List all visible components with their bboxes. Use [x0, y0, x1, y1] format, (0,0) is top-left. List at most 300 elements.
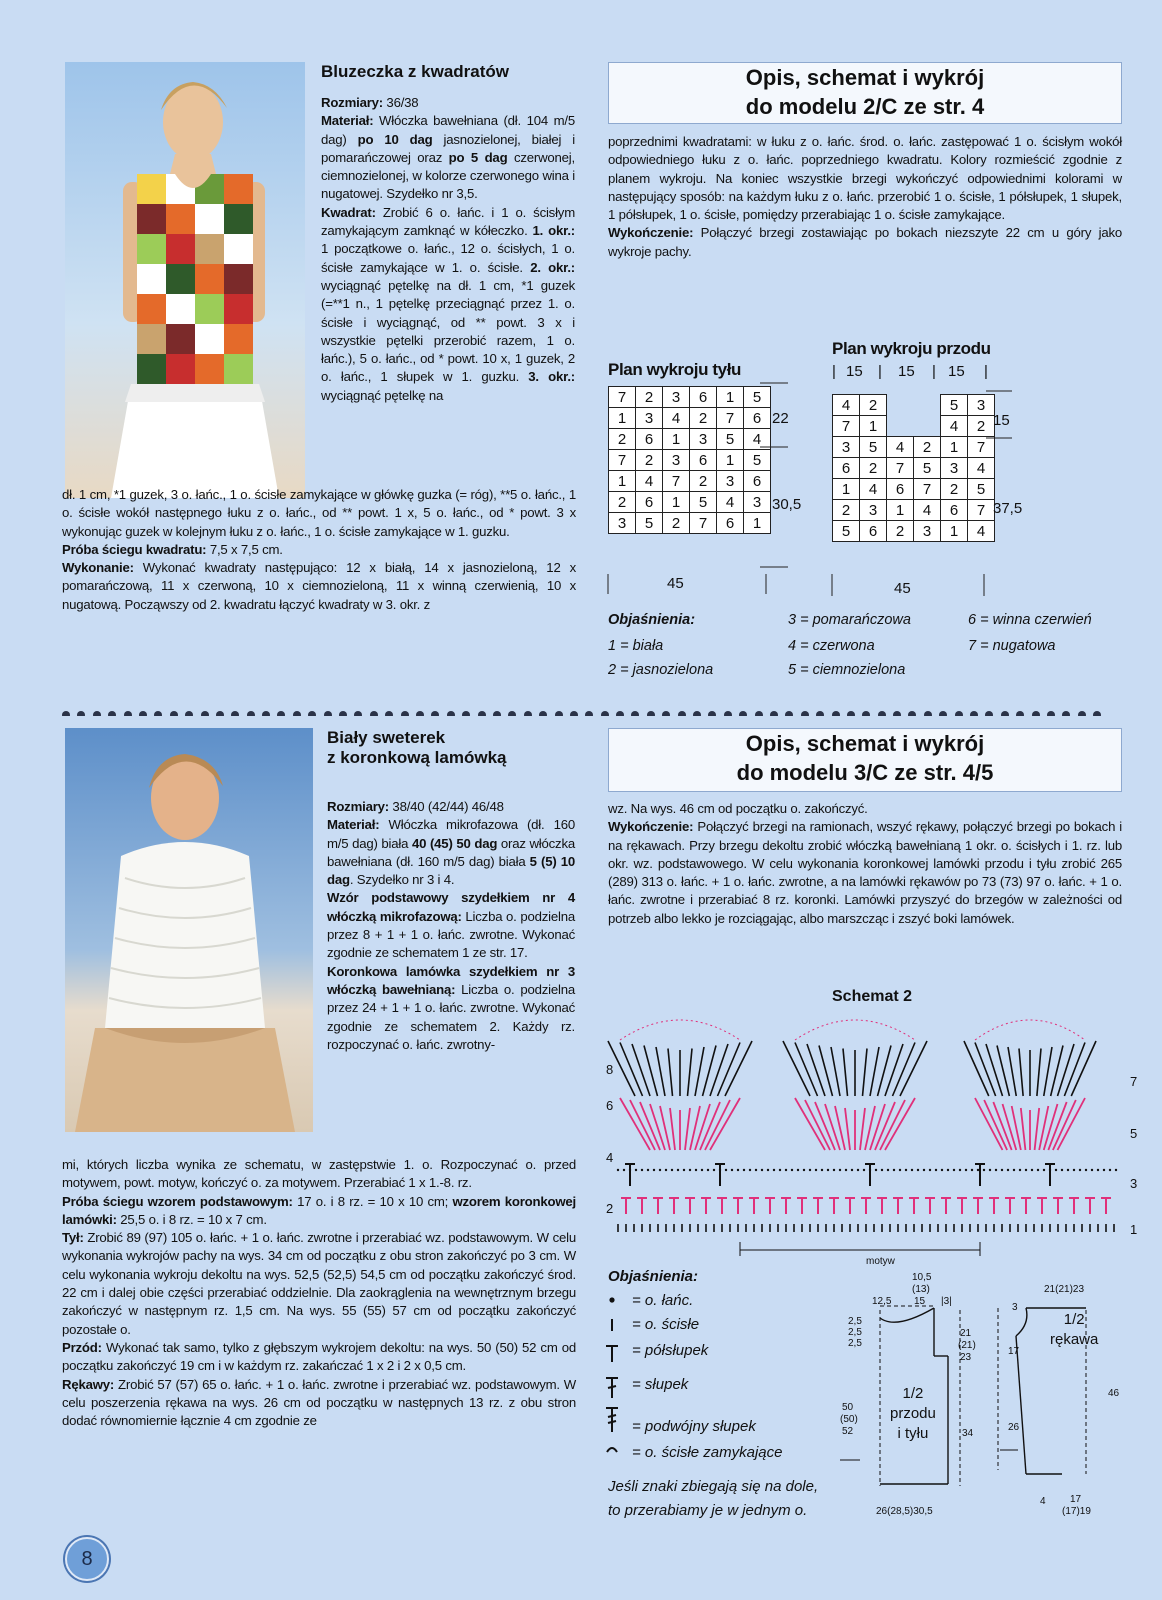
chain-dot [863, 1169, 865, 1171]
chain-dot [995, 1169, 997, 1171]
article1-text-column [321, 94, 575, 405]
chain-dot [665, 1169, 667, 1171]
plan-back-cell: 2 [690, 471, 717, 492]
fan-arc [975, 1020, 1085, 1040]
plan-front-cell: 7 [914, 479, 941, 500]
plan-front-cell: 5 [833, 521, 860, 542]
divider-dot [93, 711, 101, 716]
chain-dot [623, 1169, 625, 1171]
plan-front-cell: 4 [968, 521, 995, 542]
divider-dot [801, 711, 809, 716]
fan-stitch-black [1008, 1047, 1016, 1096]
divider-dot [939, 711, 947, 716]
dim-105: 10,5 [912, 1272, 932, 1283]
fan-stitch-black [807, 1044, 825, 1096]
chain-dot [1019, 1169, 1021, 1171]
legend2-item-chain: = o. łańc. [632, 1292, 694, 1309]
fan-stitch-black [1019, 1049, 1023, 1097]
plan-front-dim-top-1: 15 [846, 363, 863, 380]
divider-dot [185, 711, 193, 716]
chain-dot [749, 1169, 751, 1171]
chain-dot [641, 1169, 643, 1171]
plan-back-cell: 3 [717, 471, 744, 492]
divider-dot [216, 711, 224, 716]
plan-back-cell: 1 [744, 513, 771, 534]
plan-back-cell: 3 [609, 513, 636, 534]
fan-stitch-pink [835, 1106, 845, 1150]
chain-dot [971, 1169, 973, 1171]
divider-dot [770, 711, 778, 716]
chain-dot [1025, 1169, 1027, 1171]
fan-stitch-black [644, 1046, 658, 1097]
sleeve-dim-46: 46 [1108, 1388, 1120, 1399]
chain-dot [653, 1169, 655, 1171]
chain-dot [1007, 1169, 1009, 1171]
chain-dot [713, 1169, 715, 1171]
plan-front-cell: 2 [833, 500, 860, 521]
schema2-row-label-3: 3 [1130, 1176, 1138, 1191]
plan-back-cell: 5 [744, 387, 771, 408]
fan-stitch-black [688, 1049, 693, 1097]
dim-25a: 2,5 [848, 1316, 862, 1327]
chain-dot [647, 1169, 649, 1171]
plan-front-cell: 4 [914, 500, 941, 521]
divider-dot [893, 711, 901, 716]
page-number-badge: 8 [65, 1537, 109, 1581]
chain-dot [1043, 1169, 1045, 1171]
double-crochet-icon [606, 1378, 618, 1398]
sleeve-dim-17: 17 [1008, 1346, 1020, 1357]
right2-text [608, 800, 1122, 928]
plan-back-cell: 2 [636, 387, 663, 408]
schema2-row-label-5: 5 [1130, 1126, 1138, 1141]
plan-back-cell: 1 [717, 450, 744, 471]
chain-dot [1109, 1169, 1111, 1171]
fan-arc [795, 1020, 915, 1040]
chain-dot [1067, 1169, 1069, 1171]
plan-back-cell: 7 [609, 387, 636, 408]
legend1-item-7: 7 = nugatowa [968, 638, 1056, 654]
header-model-2c-line1: Opis, schemat i wykrój [745, 65, 985, 90]
plan-front-cell: 7 [833, 416, 860, 437]
chain-dot [1055, 1169, 1057, 1171]
chain-dot [839, 1169, 841, 1171]
chain-dot [827, 1169, 829, 1171]
sleeve-dim-26: 26 [1008, 1422, 1020, 1433]
plan-front-dim-375: 37,5 [993, 500, 1023, 517]
divider-dot [1093, 711, 1101, 716]
fan-stitch-black [831, 1047, 840, 1096]
divider-dot [708, 711, 716, 716]
divider-dot [878, 711, 886, 716]
fan-stitch-black [986, 1044, 1003, 1096]
divider-dot [262, 711, 270, 716]
chain-dot [935, 1169, 937, 1171]
plan-front-dim-top-3: 15 [948, 363, 965, 380]
divider-dot [662, 711, 670, 716]
plan-back-cell: 2 [609, 492, 636, 513]
plan-back-cell: 2 [636, 450, 663, 471]
divider-dot [308, 711, 316, 716]
body-label-3: i tyłu [897, 1425, 929, 1442]
legend1-item-1: 1 = biała [608, 638, 664, 654]
divider-dot [201, 711, 209, 716]
article1-title: Bluzeczka z kwadratów [321, 62, 510, 81]
chain-dot [1085, 1169, 1087, 1171]
plan-front-cell: 7 [968, 500, 995, 521]
chain-dot [1061, 1169, 1063, 1171]
chain-dot [887, 1169, 889, 1171]
legend2-item-dc: = słupek [632, 1376, 689, 1393]
sleeve-dim-17b: 17 [1070, 1494, 1082, 1505]
plan-back-cell: 5 [636, 513, 663, 534]
plan-back-cell: 3 [663, 450, 690, 471]
chain-dot [989, 1169, 991, 1171]
legend2-note-line2: to przerabiamy je w jednym o. [608, 1502, 808, 1519]
plan-front-cell: 4 [887, 437, 914, 458]
divider-dot [570, 711, 578, 716]
divider-dot [585, 711, 593, 716]
plan-back-cell: 3 [690, 429, 717, 450]
chain-dot [791, 1169, 793, 1171]
treble-crochet-icon [606, 1408, 618, 1432]
divider-dot [247, 711, 255, 716]
chain-dot [737, 1169, 739, 1171]
chain-dot [1031, 1169, 1033, 1171]
divider-dot [739, 711, 747, 716]
chain-dot [617, 1169, 619, 1171]
plan-back-cell: 6 [636, 492, 663, 513]
header-model-2c [608, 62, 1122, 124]
chain-dot [899, 1169, 901, 1171]
legend2-title: Objaśnienia: [608, 1268, 699, 1285]
right2-text-body: wz. Na wys. 46 cm od początku o. zakończyć. Wykończenie: Połączyć brzegi na ramionach, wszyć rękawy, połączyć brzegi po bokach i na rękawach. Przy brzegu dekoltu zrobić włóczką bawełnianą 1 okr. o. ścisłych i 1. rz. lub okr. wz. podstawowego. W celu wykonania koronkowej lamówki przodu i tyłu zrobić 265 (289) 313 o. łańc. + 1 o. łańc. zwrotne, a na lamówki rękawów po 73 (73) 97 o. łańc. + 1 o. łańc. zwrotne i przerabiać 8 rz. koronki. Lamówki przyszyć do brzegów w zależności od potrzeb albo lekko je rozciągając, albo marszcząc i zszyć boki lamówek. [608, 801, 1122, 926]
plan-front-cell: 1 [833, 479, 860, 500]
divider-dot [277, 711, 285, 716]
plan-back-cell: 3 [663, 387, 690, 408]
plan-back-cell: 1 [663, 492, 690, 513]
plan-front-cell: 2 [941, 479, 968, 500]
sleeve-dim-4: 4 [1040, 1496, 1046, 1507]
legend2-item-tr: = podwójny słupek [632, 1418, 756, 1435]
legend1-item-5: 5 = ciemnozielona [788, 662, 906, 678]
fan-stitch-black [632, 1044, 650, 1096]
dim-34: 34 [962, 1428, 974, 1439]
plan-front-cell: 2 [914, 437, 941, 458]
fan-stitch-black [668, 1049, 673, 1097]
chain-dot [923, 1169, 925, 1171]
plan-front-cell: 5 [941, 395, 968, 416]
chain-dot [779, 1169, 781, 1171]
legend2-symbols [604, 1290, 634, 1456]
plan-front-title: Plan wykroju przodu [832, 339, 991, 358]
plan-front-cell: 3 [833, 437, 860, 458]
divider-dot [862, 711, 870, 716]
sleeve-dim-1719: (17)19 [1062, 1506, 1091, 1517]
chain-dot [845, 1169, 847, 1171]
article2-title [327, 728, 587, 768]
sleeve-label [1050, 1310, 1098, 1350]
divider-dot [493, 711, 501, 716]
chain-dot [953, 1169, 955, 1171]
plan-back-cell: 4 [663, 408, 690, 429]
divider-dot [324, 711, 332, 716]
divider-dot [555, 711, 563, 716]
plan-front-cell: 5 [860, 437, 887, 458]
plan-back-cell: 4 [717, 492, 744, 513]
header-model-3c-line2: do modelu 3/C ze str. 4/5 [736, 760, 994, 785]
chain-dot [911, 1169, 913, 1171]
dim-50: 50 [842, 1402, 854, 1413]
chain-dot [947, 1169, 949, 1171]
chain-dot [677, 1169, 679, 1171]
fan-stitch-black [695, 1047, 704, 1096]
divider-dot [170, 711, 178, 716]
header-model-3c [608, 728, 1122, 792]
article2-text-continued: mi, których liczba wynika ze schematu, w zastępstwie 1. o. Rozpoczynać o. przed motywem, powt. motyw, kończyć o. za motywem. Przerabiać 1 x 1.-8. rz. Próba ściegu wzorem podstawowym: 17 o. i 8 rz. = 10 x 10 cm; wzorem koronkowej lamówki: 25,5 o. i 8 rz. = 10 x 7 cm. Tył: Zrobić 89 (97) 105 o. łańc. + 1 o. łańc. zwrotne i przerabiać wz. podstawowym. W celu wykonania wykrojów pachy na wys. 34 cm od początku z obu stron zakończyć po 3 cm. W celu wykonania wykroju dekoltu na wys. 52,5 (52,5) 54,5 cm od początku zakończyć środ. 22 cm i dalej obie części przerabiać oddzielnie. Dla zaokrąglenia na wewnętrznym brzegu zakończyć w następnym rz. 1,5 cm. Na wys. 55 (55) 57 cm od początku zakończyć pozostałe o. Przód: Wykonać tak samo, tylko z głębszym wykrojem dekoltu: na wys. 50 (50) 52 cm od początku zakończyć 19 cm i w każdym rz. zakańczać 1 x 2 i 2 x 0,5 cm. Rękawy: Zrobić 57 (57) 65 o. łańc. + 1 o. łańc. zwrotne i przerabiać wz. podstawowym. W celu poszerzenia rękawa na wys. 26 cm od początku w następnych 13 rz. z obu stron dodać równomiernie łącznie 4 cm zgodnie ze [62, 1157, 576, 1429]
legend1-item-3: 3 = pomarańczowa [788, 612, 911, 628]
divider-dot [616, 711, 624, 716]
plan-back-cell: 7 [717, 408, 744, 429]
plan-front-cell: 2 [860, 458, 887, 479]
divider-dot [785, 711, 793, 716]
fan-stitch-pink [690, 1106, 700, 1150]
plan-front-cell: 5 [968, 479, 995, 500]
divider-dot [524, 711, 532, 716]
article1-text-full [62, 486, 576, 614]
chain-dot [851, 1169, 853, 1171]
plan-back-cell: 4 [636, 471, 663, 492]
divider-dot [955, 711, 963, 716]
schema2-row-label-4: 4 [606, 1150, 614, 1165]
plan-back-cell: 7 [609, 450, 636, 471]
photo-model-squares-top [65, 62, 305, 498]
article2-title-line1: Biały sweterek [327, 728, 446, 747]
plan-front-cell: 2 [968, 416, 995, 437]
chain-dot [917, 1169, 919, 1171]
fan-stitch-black [878, 1046, 892, 1097]
divider-dot [354, 711, 362, 716]
plan-front-cell: 7 [887, 458, 914, 479]
schema2-row-label-7: 7 [1130, 1074, 1138, 1089]
chain-dot [815, 1169, 817, 1171]
divider-dot [401, 711, 409, 716]
fan-stitch-black [1051, 1046, 1063, 1097]
plan-back-cell: 6 [690, 387, 717, 408]
fan-stitch-pink [1058, 1098, 1086, 1150]
plan-back-dim-45: 45 [667, 575, 684, 592]
divider-dot [385, 711, 393, 716]
plan-front-cell: 1 [941, 521, 968, 542]
schema2-row-label-8: 8 [606, 1062, 614, 1077]
chain-dot [821, 1169, 823, 1171]
fan-stitch-black [885, 1044, 903, 1096]
fan-stitch-pink [710, 1098, 740, 1150]
fan-stitch-pink [975, 1098, 1003, 1150]
divider-dot [62, 711, 70, 716]
dim-25b: 2,5 [848, 1327, 862, 1338]
plan-front-cell: 6 [833, 458, 860, 479]
body-label-2: przodu [890, 1405, 936, 1422]
half-double-crochet-icon [606, 1346, 618, 1362]
plan-back-cell: 1 [663, 429, 690, 450]
divider-dot [370, 711, 378, 716]
divider-dot [339, 711, 347, 716]
plan-back-cell: 2 [609, 429, 636, 450]
article1-text-continued: dł. 1 cm, *1 guzek, 3 o. łańc., 1 o. ścisłe zamykające w główkę guzka (= róg), **5 o. łańc., 1 o. ścisłe wokół następnego łuku z o. łańc., od ** powt. 1 x, 5 o. łańc., od * powt. 3 x wykonując guzek w kolejnym łuku z o. łańc., 1 o. ścisłe zamykające w 1. guzku. Próba ściegu kwadratu: 7,5 x 7,5 cm. Wykonanie: Wykonać kwadraty następująco: 12 x białą, 14 x jasnozieloną, 12 x pomarańczową, 11 x czerwoną, 10 x ciemnozieloną, 11 x winną czerwienią, 10 x nugatową. Począwszy od 2. kwadratu łączyć kwadraty w 3. okr. z [62, 487, 576, 612]
chain-dot [983, 1169, 985, 1171]
chain-dot [881, 1169, 883, 1171]
divider-dot [447, 711, 455, 716]
photo-model-white-sweater [65, 728, 313, 1132]
schema2-row-label-6: 6 [606, 1098, 614, 1113]
chain-dot [1097, 1169, 1099, 1171]
article2-text-full [62, 1156, 576, 1430]
chain-dot [905, 1169, 907, 1171]
plan-back-cell: 1 [609, 408, 636, 429]
article2-text-column [327, 798, 575, 1054]
chain-dot [731, 1169, 733, 1171]
sleeve-label-1: 1/2 [1063, 1311, 1085, 1328]
dim-3: |3| [941, 1296, 952, 1307]
divider-dot [139, 711, 147, 716]
article1-text: Rozmiary: 36/38 Materiał: Włóczka bawełniana (dł. 104 m/5 dag) po 10 dag jasnozielonej, białej i pomarańczowej oraz po 5 dag czerwonej, ciemnozielonej, w kolorze czerwonego wina i nugatowej. Szydełko nr 3,5. Kwadrat: Zrobić 6 o. łańc. i 1 o. ścisłym zamykającym zamknąć w kółeczko. 1. okr.: 1 początkowe o. łańc., 12 o. ścisłych, 1 o. ścisłe zamykające w 1. o. ścisłe. 2. okr.: wyciągnąć pętelkę na dł. 1 cm, *1 guzek (=**1 n., 1 pętelkę przeciągnąć przez 1. o. ścisłe i wyciągnąć, od ** powt. 3 x i wszystkie pętelki przerobić razem, 1 o. łańc.), 5 o. łańc., od * powt. 10 x, 1 guzek, 2 o. łańc., 1 słupek w 1. guzku. 3. okr.: wyciągnąć pętelkę na [321, 95, 575, 403]
chain-dot [1001, 1169, 1003, 1171]
chain-dot [941, 1169, 943, 1171]
plan-back-cell: 6 [717, 513, 744, 534]
plan-back-cell: 2 [690, 408, 717, 429]
chain-dot [1013, 1169, 1015, 1171]
chain-dot [683, 1169, 685, 1171]
dim-125: 12,5 [872, 1296, 892, 1307]
plan-front-cell: 6 [941, 500, 968, 521]
plan-front-cell: 2 [860, 395, 887, 416]
fan-stitch-black [819, 1046, 833, 1097]
divider-dot [293, 711, 301, 716]
plan-front-cell: 4 [860, 479, 887, 500]
divider-dot [108, 711, 116, 716]
chain-dot [809, 1169, 811, 1171]
fan-stitch-pink [1039, 1106, 1048, 1150]
divider-dot [1032, 711, 1040, 716]
plan-back-cell: 6 [636, 429, 663, 450]
chain-dot [1103, 1169, 1105, 1171]
section-divider-dots [62, 706, 1122, 716]
fan-stitch-pink [795, 1098, 825, 1150]
sleeve-label-2: rękawa [1050, 1331, 1099, 1348]
dim-23: 23 [960, 1352, 972, 1363]
sleeve-dim-21: 21(21)23 [1044, 1284, 1085, 1295]
plan-back-cell: 5 [744, 450, 771, 471]
dim-26-28-30: 26(28,5)30,5 [876, 1506, 933, 1517]
chain-dot [635, 1169, 637, 1171]
plan-front-cell: 3 [860, 500, 887, 521]
chain-dot [977, 1169, 979, 1171]
dim-13: (13) [912, 1284, 930, 1295]
dim-50b: (50) [840, 1414, 858, 1425]
plan-front-cell: 3 [914, 521, 941, 542]
fan-stitch-black [997, 1046, 1009, 1097]
divider-dot [631, 711, 639, 716]
plan-back-cell: 6 [690, 450, 717, 471]
schema2-crochet-chart [600, 1010, 1140, 1278]
divider-dot [77, 711, 85, 716]
divider-dot [431, 711, 439, 716]
chain-dot [701, 1169, 703, 1171]
plan-back-cell: 7 [663, 471, 690, 492]
legend1-item-4: 4 = czerwona [788, 638, 875, 654]
divider-dot [1001, 711, 1009, 716]
plan-front-cell: 4 [833, 395, 860, 416]
divider-dot [462, 711, 470, 716]
chain-dot [785, 1169, 787, 1171]
chain-dot [761, 1169, 763, 1171]
fan-stitch-black [1044, 1047, 1052, 1096]
header-model-3c-line1: Opis, schemat i wykrój [745, 731, 985, 756]
body-label [890, 1384, 936, 1444]
fan-stitch-black [1037, 1049, 1041, 1097]
plan-front-cell: 2 [887, 521, 914, 542]
dim-52: 52 [842, 1426, 854, 1437]
chain-dot [1037, 1169, 1039, 1171]
chain-dot [857, 1169, 859, 1171]
divider-dot [755, 711, 763, 716]
fan-stitch-pink [865, 1106, 875, 1150]
fan-stitch-pink [845, 1108, 850, 1150]
dim-15: 15 [914, 1296, 926, 1307]
divider-dot [1016, 711, 1024, 716]
chain-dot [1115, 1169, 1117, 1171]
fan-stitch-pink [885, 1098, 915, 1150]
chain-stitch-icon [609, 1297, 614, 1302]
schema2-row-label-2: 2 [606, 1201, 614, 1216]
plan-front-cell: 1 [941, 437, 968, 458]
dim-25c: 2,5 [848, 1338, 862, 1349]
chain-dot [803, 1169, 805, 1171]
legend2-item-sc: = o. ścisłe [632, 1316, 700, 1333]
fan-stitch-black [1058, 1044, 1075, 1096]
divider-dot [724, 711, 732, 716]
fan-stitch-pink [1021, 1108, 1026, 1150]
chain-dot [959, 1169, 961, 1171]
chain-dot [743, 1169, 745, 1171]
chain-dot [965, 1169, 967, 1171]
plan-front-cell: 5 [914, 458, 941, 479]
chain-dot [1073, 1169, 1075, 1171]
fan-stitch-black [870, 1047, 879, 1096]
chain-dot [1079, 1169, 1081, 1171]
fan-stitch-pink [620, 1098, 650, 1150]
legend1-title: Objaśnienia: [608, 612, 696, 628]
fan-stitch-black [843, 1049, 848, 1097]
sleeve-dim-3: 3 [1012, 1302, 1018, 1313]
plan-back-cell: 7 [690, 513, 717, 534]
divider-dot [478, 711, 486, 716]
plan-back-title: Plan wykroju tyłu [608, 360, 742, 379]
fan-stitch-black [656, 1047, 665, 1096]
chain-dot [671, 1169, 673, 1171]
legend2-note-line1: Jeśli znaki zbiegają się na dole, [608, 1478, 819, 1495]
plan-front-top-dims: | 15 | 15 | 15 | [832, 363, 988, 380]
plan-back-cell: 4 [744, 429, 771, 450]
chain-dot [833, 1169, 835, 1171]
legend1-item-2: 2 = jasnozielona [608, 662, 714, 678]
plan-front-cell: 6 [860, 521, 887, 542]
fan-stitch-pink [1035, 1108, 1040, 1150]
dim-21b: (21) [958, 1340, 976, 1351]
divider-dot [539, 711, 547, 716]
chain-dot [767, 1169, 769, 1171]
